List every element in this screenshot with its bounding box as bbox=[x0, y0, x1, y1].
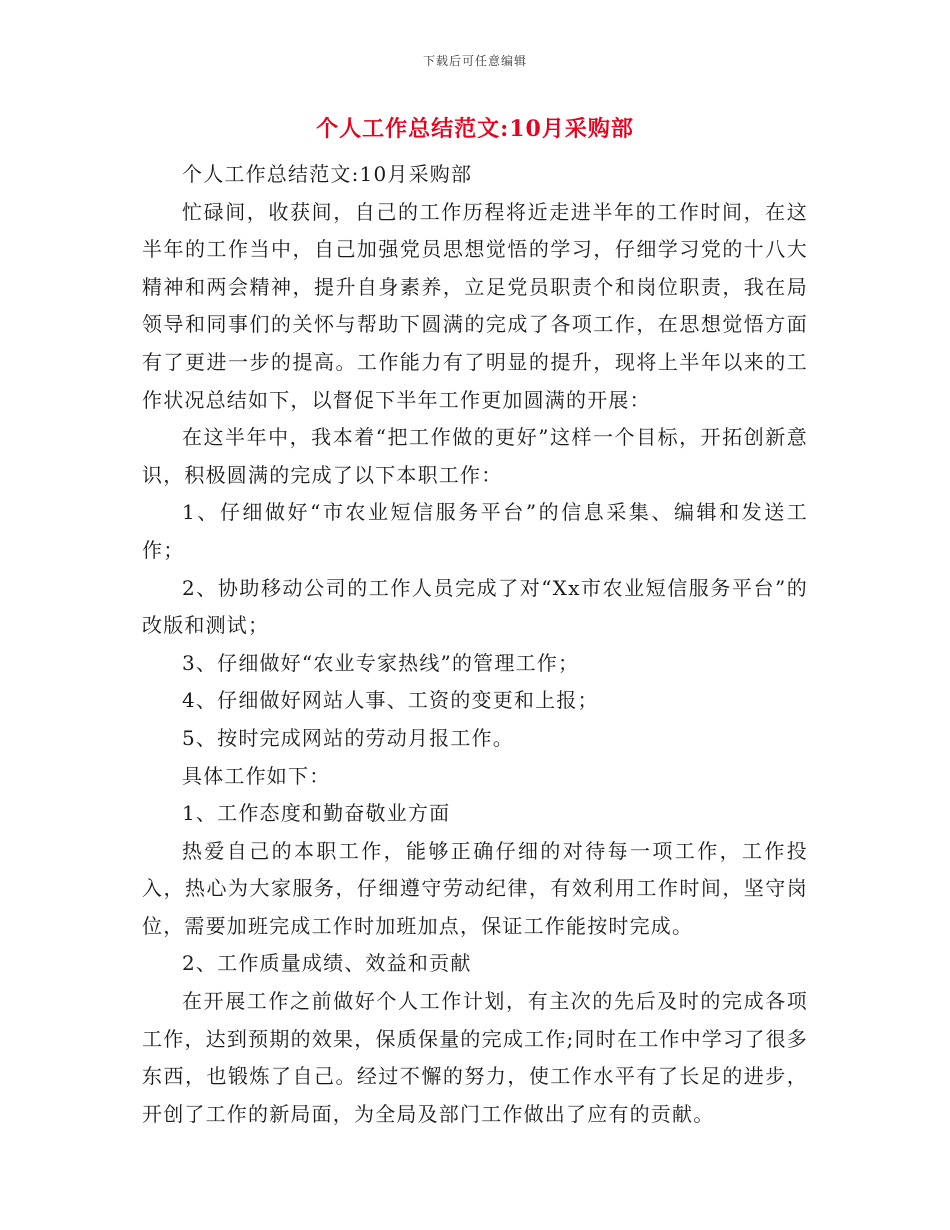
document-body bbox=[142, 156, 808, 1133]
list-item-3: 3、仔细做好“农业专家热线”的管理工作； bbox=[182, 650, 580, 675]
section-heading-quality: 2、工作质量成绩、效益和贡献 bbox=[182, 951, 472, 976]
header-note: 下载后可任意编辑 bbox=[422, 54, 527, 68]
paragraph-subtitle: 个人工作总结范文:10月采购部 bbox=[182, 162, 473, 186]
list-item-4: 4、仔细做好网站人事、工资的变更和上报； bbox=[182, 688, 599, 713]
document-title: 个人工作总结范文:10月采购部 bbox=[316, 116, 634, 142]
section-heading-attitude: 1、工作态度和勤奋敬业方面 bbox=[182, 801, 451, 826]
paragraph-intro: 忙碌间，收获间，自己的工作历程将近走进半年的工作时间，在这半年的工作当中，自己加强党员思想觉悟的学习，仔细学习党的十八大精神和两会精神，提升自身素养，立足党员职责个和岗位职责，我在局领导和同事们的关怀与帮助下圆满的完成了各项工作，在思想觉悟方面有了更进一步的提高。工作能力有了明显的提升，现将上半年以来的工作状况总结如下，以督促下半年工作更加圆满的开展： bbox=[142, 199, 808, 412]
paragraph-attitude: 热爱自己的本职工作，能够正确仔细的对待每一项工作，工作投入，热心为大家服务，仔细遵守劳动纪律，有效利用工作时间，坚守岗位，需要加班完成工作时加班加点，保证工作能按时完成。 bbox=[142, 838, 808, 938]
list-item-2: 2、协助移动公司的工作人员完成了对“Xx市农业短信服务平台”的改版和测试； bbox=[142, 575, 808, 638]
paragraph-goal: 在这半年中，我本着“把工作做的更好”这样一个目标，开拓创新意识，积极圆满的完成了以下本职工作： bbox=[142, 425, 808, 487]
list-item-5: 5、按时完成网站的劳动月报工作。 bbox=[182, 725, 514, 750]
paragraph-details-heading: 具体工作如下： bbox=[182, 763, 331, 788]
list-item-1: 1、仔细做好“市农业短信服务平台”的信息采集、编辑和发送工作； bbox=[142, 500, 808, 562]
paragraph-quality: 在开展工作之前做好个人工作计划，有主次的先后及时的完成各项工作，达到预期的效果，保质保量的完成工作;同时在工作中学习了很多东西，也锻炼了自己。经过不懈的努力，使工作水平有了长足的进步，开创了工作的新局面，为全局及部门工作做出了应有的贡献。 bbox=[142, 989, 808, 1126]
